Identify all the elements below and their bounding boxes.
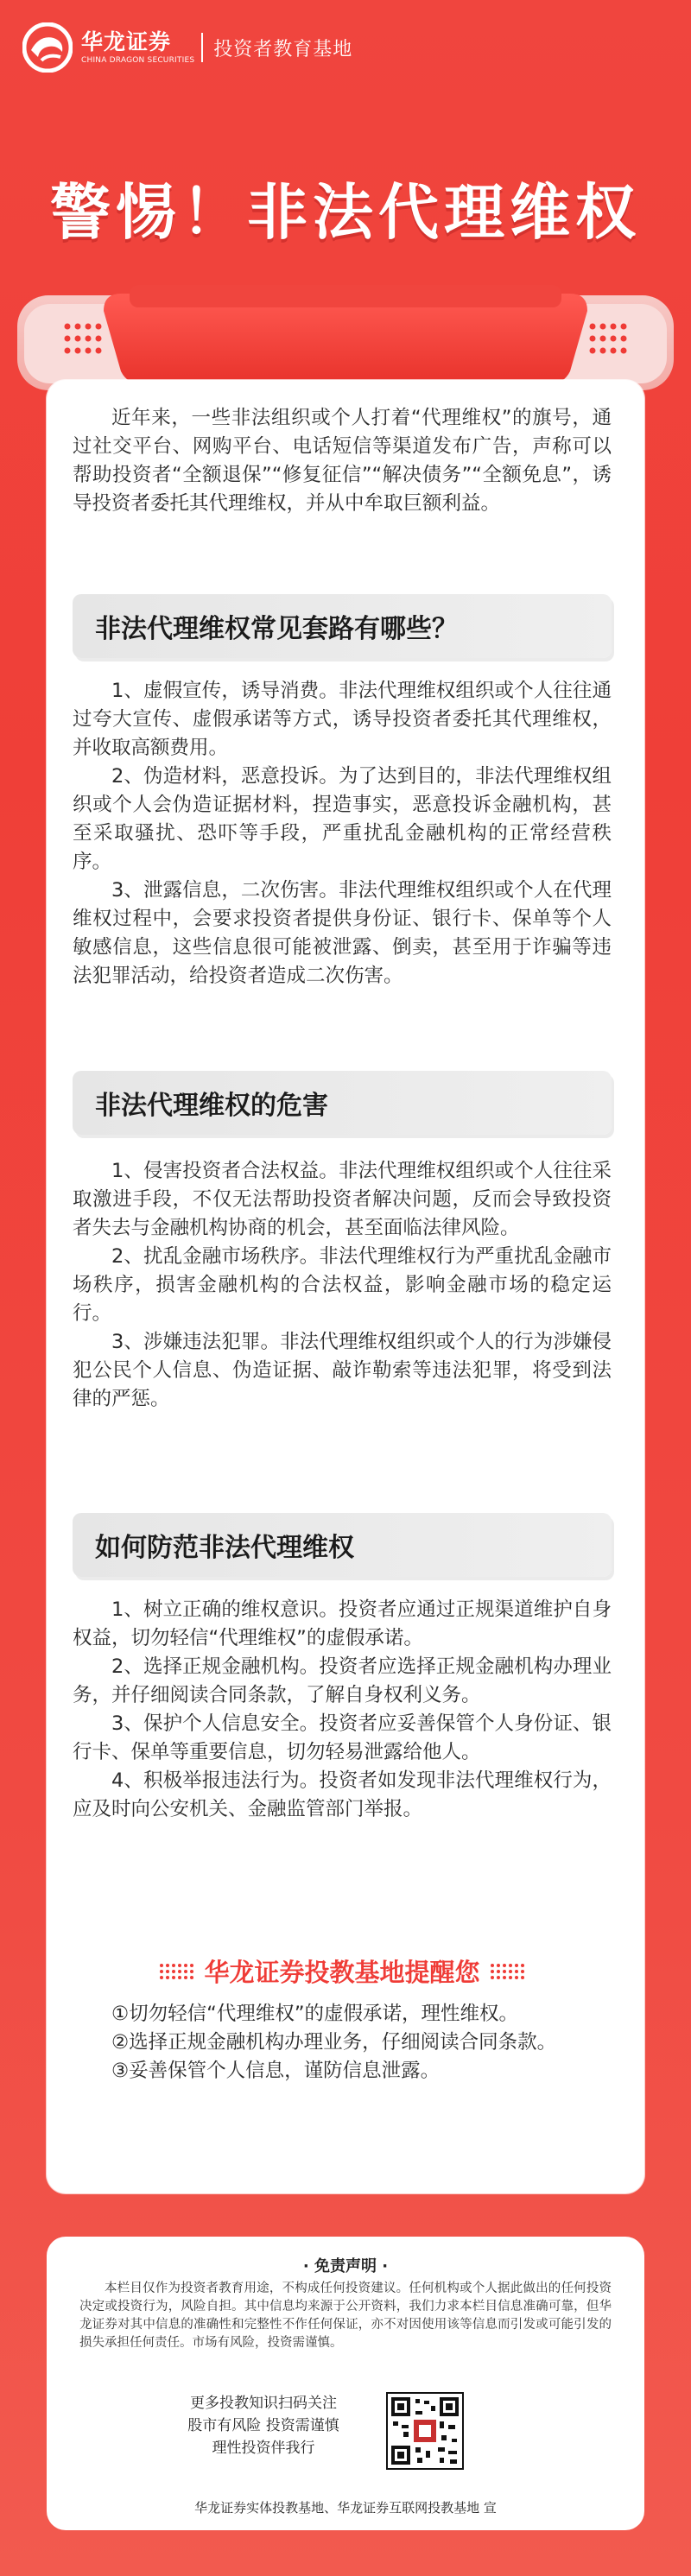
- dot-pattern-icon: [491, 1964, 524, 1979]
- list-item: 3、涉嫌违法犯罪。非法代理维权组织或个人的行为涉嫌侵犯公民个人信息、伪造证据、敲诈勒索等违法犯罪，将受到法律的严惩。: [73, 1331, 612, 1410]
- section-heading-prevention: 如何防范非法代理维权: [73, 1513, 612, 1577]
- list-item: 3、泄露信息，二次伤害。非法代理维权组织或个人在代理维权过程中，会要求投资者提供身份证、银行卡、保单等个人敏感信息，这些信息很可能被泄露、倒卖，甚至用于诈骗等违法犯罪活动，给投资者造成二次伤害。: [73, 879, 612, 987]
- qr-caption: [138, 2392, 389, 2459]
- qr-caption-line: 理性投资伴我行: [212, 2440, 315, 2457]
- brand-name-en: CHINA DRAGON SECURITIES: [81, 55, 195, 65]
- qr-caption-line: 股市有风险 投资需谨慎: [187, 2417, 339, 2434]
- page-title: 警惕！非法代理维权: [50, 177, 641, 248]
- disclaimer-title: · 免责声明 ·: [302, 2257, 389, 2275]
- dragon-logo-icon: [22, 22, 73, 73]
- brand-name: 华龙证券: [81, 29, 172, 55]
- section-prevention-body: [73, 1596, 612, 1824]
- section-heading-tactics: 非法代理维权常见套路有哪些？: [73, 594, 612, 658]
- list-item: 2、选择正规金融机构。投资者应选择正规金融机构办理业务，并仔细阅读合同条款，了解自身权利义务。: [73, 1655, 612, 1706]
- qr-caption-line: 更多投教知识扫码关注: [190, 2395, 337, 2412]
- logo-divider: [201, 33, 203, 62]
- disclaimer-footer: 华龙证券实体投教基地、华龙证券互联网投教基地 宣: [194, 2500, 497, 2516]
- section-tactics-body: [73, 677, 612, 991]
- reminder-heading: [73, 1953, 612, 1989]
- list-item: 2、扰乱金融市场秩序。非法代理维权行为严重扰乱金融市场秩序，损害金融机构的合法权益，影响金融市场的稳定运行。: [73, 1245, 612, 1325]
- reminder-item: ③妥善保管个人信息，谨防信息泄露。: [111, 2060, 441, 2082]
- reminder-title: 华龙证券投教基地提醒您: [204, 1958, 480, 1987]
- intro-paragraph: 近年来，一些非法组织或个人打着“代理维权”的旗号，通过社交平台、网购平台、电话短信等渠道发布广告，声称可以帮助投资者“全额退保”“修复征信”“解决债务”“全额免息”，诱导投资者委托其代理维权，并从中牟取巨额利益。: [73, 407, 612, 515]
- section-heading-harms: 非法代理维权的危害: [73, 1071, 612, 1135]
- list-item: 3、保护个人信息安全。投资者应妥善保管个人身份证、银行卡、保单等重要信息，切勿轻易泄露给他人。: [73, 1712, 612, 1763]
- reminder-item: ①切勿轻信“代理维权”的虚假承诺，理性维权。: [111, 2003, 518, 2025]
- brand-subtitle: 投资者教育基地: [213, 38, 353, 60]
- list-item: 1、虚假宣传，诱导消费。非法代理维权组织或个人往往通过夸大宣传、虚假承诺等方式，诱导投资者委托其代理维权，并收取高额费用。: [73, 680, 612, 759]
- list-item: 4、积极举报违法行为。投资者如发现非法代理维权行为，应及时向公安机关、金融监管部门举报。: [73, 1769, 612, 1820]
- intro-block: [73, 404, 612, 518]
- brand-logo: [22, 22, 352, 73]
- list-item: 1、侵害投资者合法权益。非法代理维权组织或个人往往采取激进手段，不仅无法帮助投资者解决问题，反而会导致投资者失去与金融机构协商的机会，甚至面临法律风险。: [73, 1160, 612, 1239]
- reminder-item: ②选择正规金融机构办理业务，仔细阅读合同条款。: [111, 2031, 557, 2054]
- list-item: 1、树立正确的维权意识。投资者应通过正规渠道维护自身权益，切勿轻信“代理维权”的虚假承诺。: [73, 1598, 612, 1649]
- reminder-body: [73, 2000, 612, 2085]
- list-item: 2、伪造材料，恶意投诉。为了达到目的，非法代理维权组织或个人会伪造证据材料，捏造事实，恶意投诉金融机构，甚至采取骚扰、恐吓等手段，严重扰乱金融机构的正常经营秩序。: [73, 765, 612, 873]
- section-harms-body: [73, 1157, 612, 1414]
- qr-code-icon[interactable]: [386, 2392, 464, 2470]
- disclaimer-body: 本栏目仅作为投资者教育用途，不构成任何投资建议。任何机构或个人据此做出的任何投资决定或投资行为，风险自担。其中信息均来源于公开资料，我们力求本栏目信息准确可靠，但华龙证券对其中信息的准确性和完整性不作任何保证，亦不对因使用该等信息而引发或可能引发的损失承担任何责任。市场有风险，投资需谨慎。: [79, 2282, 612, 2350]
- dot-pattern-icon: [160, 1964, 193, 1979]
